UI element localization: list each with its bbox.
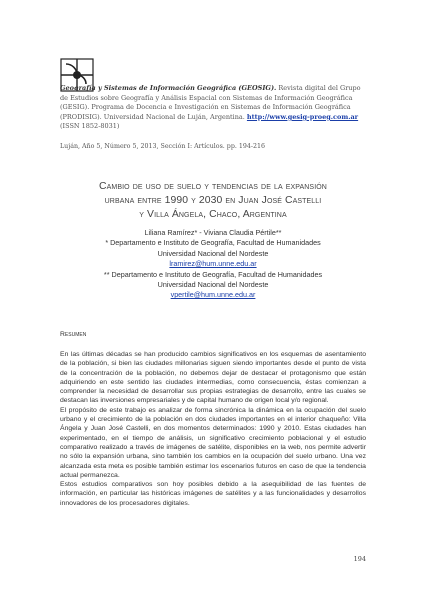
journal-url-link[interactable]: http://www.gesig-proeg.com.ar [246, 112, 359, 121]
journal-name: Geografía y Sistemas de Información Geográfica (GEOSIG). [60, 84, 277, 92]
affiliation-2-line-2: Universidad Nacional del Nordeste [157, 280, 269, 290]
author-names: Liliana Ramírez* - Viviana Claudia Pértile** [144, 228, 282, 237]
authors-block [60, 228, 366, 301]
affiliation-1-line-1: * Departamento e Instituto de Geografía, Facultad de Humanidades [105, 238, 321, 248]
issue-line: Luján, Año 5, Número 5, 2013, Sección I: Artículos. pp. 194-216 [60, 143, 266, 150]
title-line: urbana entre 1990 y 2030 en Juan José Castelli [104, 195, 322, 206]
journal-description: Revista digital del Grupo de Estudios sobre Geografía y Análisis Espacial con Sistemas de Información Geográfica (GESIG). Programa de Docencia e Investigación en Sistemas de Información Geográfica (PRODISIG). Universidad Nacional de Luján, Argentina. [60, 84, 361, 121]
affiliation-2-line-1: ** Departamento e Instituto de Geografía, Facultad de Humanidades [103, 269, 323, 279]
paper-title [48, 180, 378, 222]
page-number: 194 [353, 555, 366, 563]
email-link-1[interactable]: lramirez@hum.unne.edu.ar [169, 259, 257, 269]
title-line: y Villa Ángela, Chaco, Argentina [139, 209, 287, 220]
abstract-heading: Resumen [60, 331, 87, 338]
abstract-paragraph-1: En las últimas décadas se han producido cambios significativos en los esquemas de asentamiento de la población, si bien las ciudades millonarias siguen siendo importantes desde el punto de vista de la concentración de la población, no debemos dejar de destacar el protagonismo que están adquiriendo en este sentido las ciudades intermedias, como consecuencia, éstas comienzan a comprender la necesidad de desarrollar sus propias estrategias de desarrollo, entre las cuales se destacan las inversiones empresariales y de capital humano de origen local y/o regional. [60, 351, 366, 405]
abstract-paragraph-2: El propósito de este trabajo es analizar de forma sincrónica la dinámica en la ocupación del suelo urbano y el crecimiento de la población en dos ciudades importantes en el interior chaqueño: Villa Ángela y Juan José Castelli, en dos momentos determinados: 1990 y 2010. Estas ciudades han experimentado, en el tiempo de análisis, un significativo crecimiento poblacional y el estudio comparativo realizado a través de imágenes de satélite, disponibles en la web, nos permite advertir no sólo la expansión urbana, sino también los cambios en la ocupación del suelo urbano. Una vez alcanzada esta meta es posible también estimar los escenarios futuros en caso de que la tendencia actual permanezca. [60, 406, 366, 479]
title-line: Cambio de uso de suelo y tendencias de la expansión [99, 181, 327, 192]
affiliation-1-line-2: Universidad Nacional del Nordeste [157, 248, 269, 258]
journal-issn: (ISSN 1852-8031) [60, 122, 120, 131]
email-link-2[interactable]: vpertile@hum.unne.edu.ar [170, 290, 256, 300]
abstract-body [60, 350, 366, 508]
journal-header [60, 84, 366, 132]
abstract-paragraph-3: Estos estudios comparativos son hoy posibles debido a la asequibilidad de las fuentes de información, en particular las históricas imágenes de satélites y a las funcionalidades y desarrollos innovadores de los procesadores digitales. [60, 481, 366, 507]
